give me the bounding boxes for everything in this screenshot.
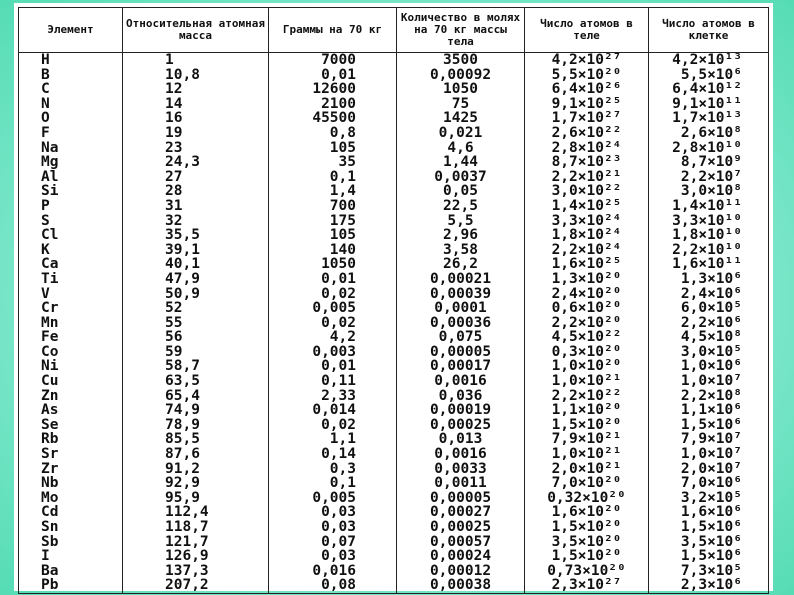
cell-element: Cu	[19, 374, 123, 389]
cell-grams: 1050	[269, 257, 397, 272]
table-row	[19, 199, 769, 214]
table-row	[19, 476, 769, 491]
cell-atomic-mass: 39,1	[123, 243, 269, 258]
cell-atomic-mass: 32	[123, 214, 269, 229]
cell-grams: 0,016	[269, 564, 397, 579]
cell-grams: 7000	[269, 53, 397, 68]
cell-grams: 0,02	[269, 418, 397, 433]
header-element: Элемент	[19, 8, 123, 53]
cell-atomic-mass: 91,2	[123, 462, 269, 477]
cell-grams: 1,4	[269, 184, 397, 199]
table-row	[19, 126, 769, 141]
cell-atoms-in-body: 2,2×10²⁰	[525, 316, 649, 331]
cell-atoms-in-body: 7,9×10²¹	[525, 432, 649, 447]
cell-grams: 175	[269, 214, 397, 229]
cell-atoms-in-body: 2,8×10²⁴	[525, 141, 649, 156]
cell-atoms-in-body: 1,4×10²⁵	[525, 199, 649, 214]
elements-table	[18, 7, 769, 594]
table-row	[19, 447, 769, 462]
table-row	[19, 97, 769, 112]
cell-element: Mn	[19, 316, 123, 331]
cell-atoms-in-cell: 6,4×10¹²	[649, 82, 769, 97]
cell-moles: 0,013	[397, 432, 525, 447]
cell-element: B	[19, 68, 123, 83]
cell-element: Sb	[19, 535, 123, 550]
cell-grams: 0,01	[269, 68, 397, 83]
cell-atomic-mass: 50,9	[123, 287, 269, 302]
cell-grams: 0,003	[269, 345, 397, 360]
cell-atomic-mass: 27	[123, 170, 269, 185]
cell-grams: 0,3	[269, 462, 397, 477]
header-atoms-in-body: Число атомов в теле	[525, 8, 649, 53]
cell-grams: 2,33	[269, 389, 397, 404]
cell-atoms-in-cell: 2,3×10⁶	[649, 578, 769, 593]
cell-atoms-in-body: 2,2×10²¹	[525, 170, 649, 185]
cell-atoms-in-body: 6,4×10²⁶	[525, 82, 649, 97]
cell-atoms-in-cell: 7,9×10⁷	[649, 432, 769, 447]
cell-atoms-in-body: 3,0×10²²	[525, 184, 649, 199]
table-row	[19, 316, 769, 331]
cell-atomic-mass: 65,4	[123, 389, 269, 404]
cell-grams: 105	[269, 228, 397, 243]
table-row	[19, 301, 769, 316]
cell-atomic-mass: 207,2	[123, 578, 269, 593]
table-row	[19, 462, 769, 477]
cell-grams: 0,01	[269, 359, 397, 374]
cell-atomic-mass: 52	[123, 301, 269, 316]
cell-element: Al	[19, 170, 123, 185]
cell-atoms-in-body: 2,4×10²⁰	[525, 287, 649, 302]
cell-atoms-in-cell: 1,6×10¹¹	[649, 257, 769, 272]
cell-grams: 105	[269, 141, 397, 156]
cell-element: Cl	[19, 228, 123, 243]
cell-atomic-mass: 56	[123, 330, 269, 345]
cell-atoms-in-cell: 4,2×10¹³	[649, 53, 769, 68]
cell-moles: 0,00024	[397, 549, 525, 564]
cell-atoms-in-cell: 1,5×10⁶	[649, 520, 769, 535]
header-atomic-mass: Относительная атомная масса	[123, 8, 269, 53]
cell-grams: 4,2	[269, 330, 397, 345]
cell-atoms-in-body: 1,5×10²⁰	[525, 520, 649, 535]
cell-element: Cd	[19, 505, 123, 520]
cell-atoms-in-body: 2,2×10²²	[525, 389, 649, 404]
cell-moles: 5,5	[397, 214, 525, 229]
cell-atoms-in-body: 2,0×10²¹	[525, 462, 649, 477]
cell-element: Si	[19, 184, 123, 199]
cell-atomic-mass: 14	[123, 97, 269, 112]
cell-atoms-in-cell: 3,3×10¹⁰	[649, 214, 769, 229]
cell-element: Ti	[19, 272, 123, 287]
cell-atomic-mass: 78,9	[123, 418, 269, 433]
cell-element: Rb	[19, 432, 123, 447]
cell-atoms-in-body: 9,1×10²⁵	[525, 97, 649, 112]
cell-atoms-in-body: 1,5×10²⁰	[525, 418, 649, 433]
cell-moles: 4,6	[397, 141, 525, 156]
cell-atomic-mass: 137,3	[123, 564, 269, 579]
cell-element: Ca	[19, 257, 123, 272]
cell-grams: 2100	[269, 97, 397, 112]
header-grams: Граммы на 70 кг	[269, 8, 397, 53]
cell-atomic-mass: 24,3	[123, 155, 269, 170]
table-row	[19, 141, 769, 156]
cell-moles: 0,00019	[397, 403, 525, 418]
table-row	[19, 389, 769, 404]
cell-grams: 0,02	[269, 287, 397, 302]
cell-grams: 0,03	[269, 549, 397, 564]
cell-atoms-in-body: 2,3×10²⁷	[525, 578, 649, 593]
cell-atoms-in-body: 2,6×10²²	[525, 126, 649, 141]
cell-moles: 3500	[397, 53, 525, 68]
cell-element: Na	[19, 141, 123, 156]
table-header-row	[19, 8, 769, 53]
cell-grams: 0,03	[269, 520, 397, 535]
cell-atoms-in-cell: 3,0×10⁵	[649, 345, 769, 360]
cell-moles: 0,00039	[397, 287, 525, 302]
cell-grams: 35	[269, 155, 397, 170]
table-row	[19, 345, 769, 360]
table-row	[19, 564, 769, 579]
cell-atoms-in-body: 0,32×10²⁰	[525, 491, 649, 506]
cell-grams: 0,14	[269, 447, 397, 462]
cell-element: Mo	[19, 491, 123, 506]
cell-atoms-in-body: 8,7×10²³	[525, 155, 649, 170]
cell-element: Ni	[19, 359, 123, 374]
cell-atoms-in-body: 1,6×10²⁰	[525, 505, 649, 520]
cell-atoms-in-body: 0,3×10²⁰	[525, 345, 649, 360]
cell-atoms-in-body: 1,1×10²⁰	[525, 403, 649, 418]
cell-atoms-in-cell: 2,2×10¹⁰	[649, 243, 769, 258]
table-row	[19, 53, 769, 68]
cell-moles: 2,96	[397, 228, 525, 243]
cell-atoms-in-cell: 6,0×10⁵	[649, 301, 769, 316]
cell-atoms-in-body: 1,7×10²⁷	[525, 111, 649, 126]
cell-atoms-in-body: 7,0×10²⁰	[525, 476, 649, 491]
cell-moles: 0,00012	[397, 564, 525, 579]
table-row	[19, 491, 769, 506]
cell-grams: 0,03	[269, 505, 397, 520]
table-sheet	[14, 3, 773, 594]
cell-element: Fe	[19, 330, 123, 345]
cell-atoms-in-cell: 1,5×10⁶	[649, 418, 769, 433]
cell-atoms-in-cell: 9,1×10¹¹	[649, 97, 769, 112]
cell-moles: 75	[397, 97, 525, 112]
cell-atoms-in-body: 1,0×10²¹	[525, 374, 649, 389]
cell-atoms-in-cell: 1,4×10¹¹	[649, 199, 769, 214]
cell-moles: 0,00057	[397, 535, 525, 550]
cell-element: P	[19, 199, 123, 214]
cell-element: H	[19, 53, 123, 68]
cell-grams: 0,08	[269, 578, 397, 593]
cell-element: Zn	[19, 389, 123, 404]
cell-element: Co	[19, 345, 123, 360]
cell-atoms-in-cell: 2,0×10⁷	[649, 462, 769, 477]
cell-moles: 0,075	[397, 330, 525, 345]
cell-atomic-mass: 23	[123, 141, 269, 156]
table-row	[19, 359, 769, 374]
table-row	[19, 111, 769, 126]
cell-atomic-mass: 92,9	[123, 476, 269, 491]
cell-moles: 0,0016	[397, 447, 525, 462]
cell-atomic-mass: 59	[123, 345, 269, 360]
cell-grams: 1,1	[269, 432, 397, 447]
cell-grams: 0,11	[269, 374, 397, 389]
cell-atomic-mass: 12	[123, 82, 269, 97]
cell-element: C	[19, 82, 123, 97]
cell-element: As	[19, 403, 123, 418]
table-row	[19, 330, 769, 345]
table-row	[19, 549, 769, 564]
cell-atoms-in-body: 1,5×10²⁰	[525, 549, 649, 564]
cell-atoms-in-body: 5,5×10²⁰	[525, 68, 649, 83]
cell-grams: 0,1	[269, 170, 397, 185]
cell-atoms-in-body: 1,0×10²⁰	[525, 359, 649, 374]
cell-element: O	[19, 111, 123, 126]
table-row	[19, 432, 769, 447]
cell-atoms-in-body: 3,5×10²⁰	[525, 535, 649, 550]
cell-moles: 1,44	[397, 155, 525, 170]
cell-moles: 0,021	[397, 126, 525, 141]
cell-element: Se	[19, 418, 123, 433]
cell-atoms-in-body: 0,6×10²⁰	[525, 301, 649, 316]
cell-moles: 0,00017	[397, 359, 525, 374]
cell-grams: 700	[269, 199, 397, 214]
cell-atoms-in-cell: 2,8×10¹⁰	[649, 141, 769, 156]
cell-moles: 0,0016	[397, 374, 525, 389]
cell-atomic-mass: 118,7	[123, 520, 269, 535]
cell-moles: 0,0011	[397, 476, 525, 491]
cell-moles: 0,0037	[397, 170, 525, 185]
cell-atoms-in-cell: 1,7×10¹³	[649, 111, 769, 126]
cell-element: N	[19, 97, 123, 112]
cell-moles: 0,05	[397, 184, 525, 199]
cell-atomic-mass: 87,6	[123, 447, 269, 462]
table-row	[19, 155, 769, 170]
table-row	[19, 578, 769, 593]
cell-atoms-in-cell: 1,0×10⁷	[649, 447, 769, 462]
cell-element: F	[19, 126, 123, 141]
table-row	[19, 257, 769, 272]
cell-atoms-in-body: 1,3×10²⁰	[525, 272, 649, 287]
cell-atomic-mass: 55	[123, 316, 269, 331]
cell-grams: 0,8	[269, 126, 397, 141]
cell-moles: 0,0033	[397, 462, 525, 477]
table-row	[19, 535, 769, 550]
cell-element: I	[19, 549, 123, 564]
cell-atomic-mass: 1	[123, 53, 269, 68]
cell-moles: 22,5	[397, 199, 525, 214]
header-atoms-in-cell: Число атомов в клетке	[649, 8, 769, 53]
cell-atoms-in-body: 1,0×10²¹	[525, 447, 649, 462]
cell-element: Zr	[19, 462, 123, 477]
table-row	[19, 243, 769, 258]
cell-grams: 0,01	[269, 272, 397, 287]
cell-moles: 0,00025	[397, 520, 525, 535]
table-row	[19, 287, 769, 302]
cell-atoms-in-cell: 2,4×10⁶	[649, 287, 769, 302]
cell-atomic-mass: 121,7	[123, 535, 269, 550]
cell-atomic-mass: 35,5	[123, 228, 269, 243]
cell-atomic-mass: 74,9	[123, 403, 269, 418]
cell-moles: 26,2	[397, 257, 525, 272]
cell-moles: 0,00005	[397, 345, 525, 360]
cell-atoms-in-body: 1,8×10²⁴	[525, 228, 649, 243]
cell-grams: 12600	[269, 82, 397, 97]
cell-atoms-in-body: 4,2×10²⁷	[525, 53, 649, 68]
cell-atoms-in-cell: 1,0×10⁶	[649, 359, 769, 374]
cell-atoms-in-cell: 1,5×10⁶	[649, 549, 769, 564]
cell-element: Sn	[19, 520, 123, 535]
cell-atoms-in-cell: 5,5×10⁶	[649, 68, 769, 83]
cell-grams: 0,014	[269, 403, 397, 418]
cell-moles: 3,58	[397, 243, 525, 258]
cell-atoms-in-cell: 7,0×10⁶	[649, 476, 769, 491]
cell-moles: 0,00036	[397, 316, 525, 331]
cell-moles: 1050	[397, 82, 525, 97]
table-row	[19, 403, 769, 418]
header-moles: Количество в молях на 70 кг массы тела	[397, 8, 525, 53]
cell-moles: 1425	[397, 111, 525, 126]
cell-atomic-mass: 126,9	[123, 549, 269, 564]
cell-grams: 0,07	[269, 535, 397, 550]
cell-atoms-in-body: 4,5×10²²	[525, 330, 649, 345]
cell-element: S	[19, 214, 123, 229]
table-row	[19, 184, 769, 199]
cell-atoms-in-cell: 1,1×10⁶	[649, 403, 769, 418]
cell-atoms-in-cell: 2,2×10⁸	[649, 389, 769, 404]
cell-element: K	[19, 243, 123, 258]
cell-atoms-in-cell: 1,3×10⁶	[649, 272, 769, 287]
cell-atomic-mass: 40,1	[123, 257, 269, 272]
cell-atomic-mass: 19	[123, 126, 269, 141]
table-row	[19, 82, 769, 97]
table-row	[19, 505, 769, 520]
table-row	[19, 520, 769, 535]
table-row	[19, 272, 769, 287]
cell-atoms-in-cell: 3,5×10⁶	[649, 535, 769, 550]
cell-atomic-mass: 10,8	[123, 68, 269, 83]
cell-atoms-in-cell: 2,2×10⁶	[649, 316, 769, 331]
cell-atoms-in-body: 2,2×10²⁴	[525, 243, 649, 258]
cell-atoms-in-cell: 3,2×10⁵	[649, 491, 769, 506]
table-row	[19, 214, 769, 229]
cell-atomic-mass: 95,9	[123, 491, 269, 506]
table-row	[19, 418, 769, 433]
cell-atomic-mass: 28	[123, 184, 269, 199]
cell-atoms-in-cell: 3,0×10⁸	[649, 184, 769, 199]
cell-element: Pb	[19, 578, 123, 593]
cell-grams: 45500	[269, 111, 397, 126]
cell-atoms-in-cell: 1,8×10¹⁰	[649, 228, 769, 243]
cell-element: Nb	[19, 476, 123, 491]
cell-element: Sr	[19, 447, 123, 462]
cell-atomic-mass: 112,4	[123, 505, 269, 520]
table-row	[19, 374, 769, 389]
cell-element: V	[19, 287, 123, 302]
cell-element: Ba	[19, 564, 123, 579]
cell-atomic-mass: 63,5	[123, 374, 269, 389]
cell-grams: 0,1	[269, 476, 397, 491]
cell-moles: 0,00038	[397, 578, 525, 593]
cell-atoms-in-body: 1,6×10²⁵	[525, 257, 649, 272]
cell-moles: 0,036	[397, 389, 525, 404]
cell-moles: 0,00025	[397, 418, 525, 433]
cell-atoms-in-body: 0,73×10²⁰	[525, 564, 649, 579]
cell-atomic-mass: 16	[123, 111, 269, 126]
cell-atoms-in-cell: 7,3×10⁵	[649, 564, 769, 579]
cell-moles: 0,00021	[397, 272, 525, 287]
cell-atomic-mass: 58,7	[123, 359, 269, 374]
cell-moles: 0,0001	[397, 301, 525, 316]
cell-atoms-in-cell: 2,6×10⁸	[649, 126, 769, 141]
cell-atoms-in-cell: 2,2×10⁷	[649, 170, 769, 185]
cell-atoms-in-cell: 1,6×10⁶	[649, 505, 769, 520]
cell-atoms-in-body: 3,3×10²⁴	[525, 214, 649, 229]
cell-grams: 140	[269, 243, 397, 258]
table-row	[19, 68, 769, 83]
cell-grams: 0,005	[269, 301, 397, 316]
cell-atoms-in-cell: 8,7×10⁹	[649, 155, 769, 170]
cell-atoms-in-cell: 1,0×10⁷	[649, 374, 769, 389]
table-row	[19, 228, 769, 243]
cell-moles: 0,00005	[397, 491, 525, 506]
cell-grams: 0,005	[269, 491, 397, 506]
cell-atomic-mass: 85,5	[123, 432, 269, 447]
cell-atomic-mass: 47,9	[123, 272, 269, 287]
cell-element: Cr	[19, 301, 123, 316]
cell-moles: 0,00027	[397, 505, 525, 520]
cell-grams: 0,02	[269, 316, 397, 331]
cell-atomic-mass: 31	[123, 199, 269, 214]
cell-moles: 0,00092	[397, 68, 525, 83]
table-row	[19, 170, 769, 185]
cell-atoms-in-cell: 4,5×10⁸	[649, 330, 769, 345]
cell-element: Mg	[19, 155, 123, 170]
table-body	[19, 53, 769, 594]
